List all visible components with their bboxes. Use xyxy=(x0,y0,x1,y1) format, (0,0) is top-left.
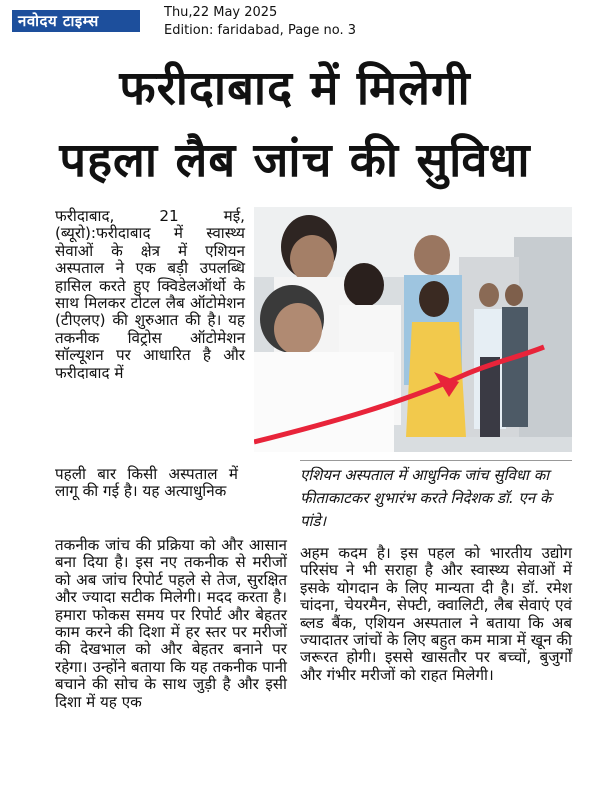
masthead xyxy=(0,0,590,48)
headline-line-2: पहला लैब जांच की सुविधा xyxy=(59,133,531,188)
headline-line-1: फरीदाबाद में मिलेगी xyxy=(119,61,471,116)
article-text-part-4: अहम कदम है। इस पहल को भारतीय उद्योग परिसंघ ने भी सराहा है और स्वास्थ्य सेवाओं में इसके योगदान के लिए मान्यता दी है। डॉ. रमेश चांदना, चेयरमैन, सेफ्टी, क्वालिटी, लैब सेवाएं एवं ब्लड बैंक, एशियन अस्पताल ने बताया कि अब ज्यादातर जांचों के लिए बहुत कम मात्रा में खून की जरूरत होगी। इससे खासतौर पर बच्चों, बुजुर्गों और गंभीर मरीजों को राहत मिलेगी। xyxy=(300,544,572,684)
news-photo xyxy=(254,207,572,452)
photo-caption: एशियन अस्पताल में आधुनिक जांच सुविधा का फीताकाटकर शुभारंभ करते निदेशक डॉ. एन के पांडे। xyxy=(300,466,552,530)
article-text-part-3: तकनीक जांच की प्रक्रिया को और आसान बना दिया है। इस नए तकनीक से मरीजों को अब जांच रिपोर्ट पहले से तेज, सुरक्षित और ज्यादा सटीक मिलेगी। मदद करता है। हमारा फोकस समय पर रिपोर्ट और बेहतर काम करने की दिशा में हर स्तर पर मरीजों की देखभाल को और बेहतर बनाने पर रहेगा। उन्होंने बताया कि यह तकनीक पानी बचाने की सोच के साथ जुड़ी है और इसी दिशा में यह एक xyxy=(55,536,287,711)
article-text-part-1: फरीदाबाद, 21 मई, (ब्यूरो):फरीदाबाद में स्वास्थ्य सेवाओं के क्षेत्र में एशियन अस्पताल ने एक बड़ी उपलब्धि हासिल करते हुए क्विडेलऑर्थो के साथ मिलकर टोटल लैब ऑटोमेशन (टीएलए) की शुरुआत की है। यह तकनीक विट्रोस ऑटोमेशन सॉल्यूशन पर आधारित है और फरीदाबाद में xyxy=(55,207,245,382)
edition-info xyxy=(164,4,356,40)
edition-page: Edition: faridabad, Page no. 3 xyxy=(164,23,357,38)
article-text-part-2: पहली बार किसी अस्पताल में लागू की गई है। यह अत्याधुनिक xyxy=(55,465,238,501)
edition-date: Thu,22 May 2025 xyxy=(164,5,278,20)
ribbon-cutting-photo xyxy=(254,207,572,452)
caption-divider xyxy=(300,460,572,461)
newspaper-logo: नवोदय टाइम्स xyxy=(12,10,140,32)
